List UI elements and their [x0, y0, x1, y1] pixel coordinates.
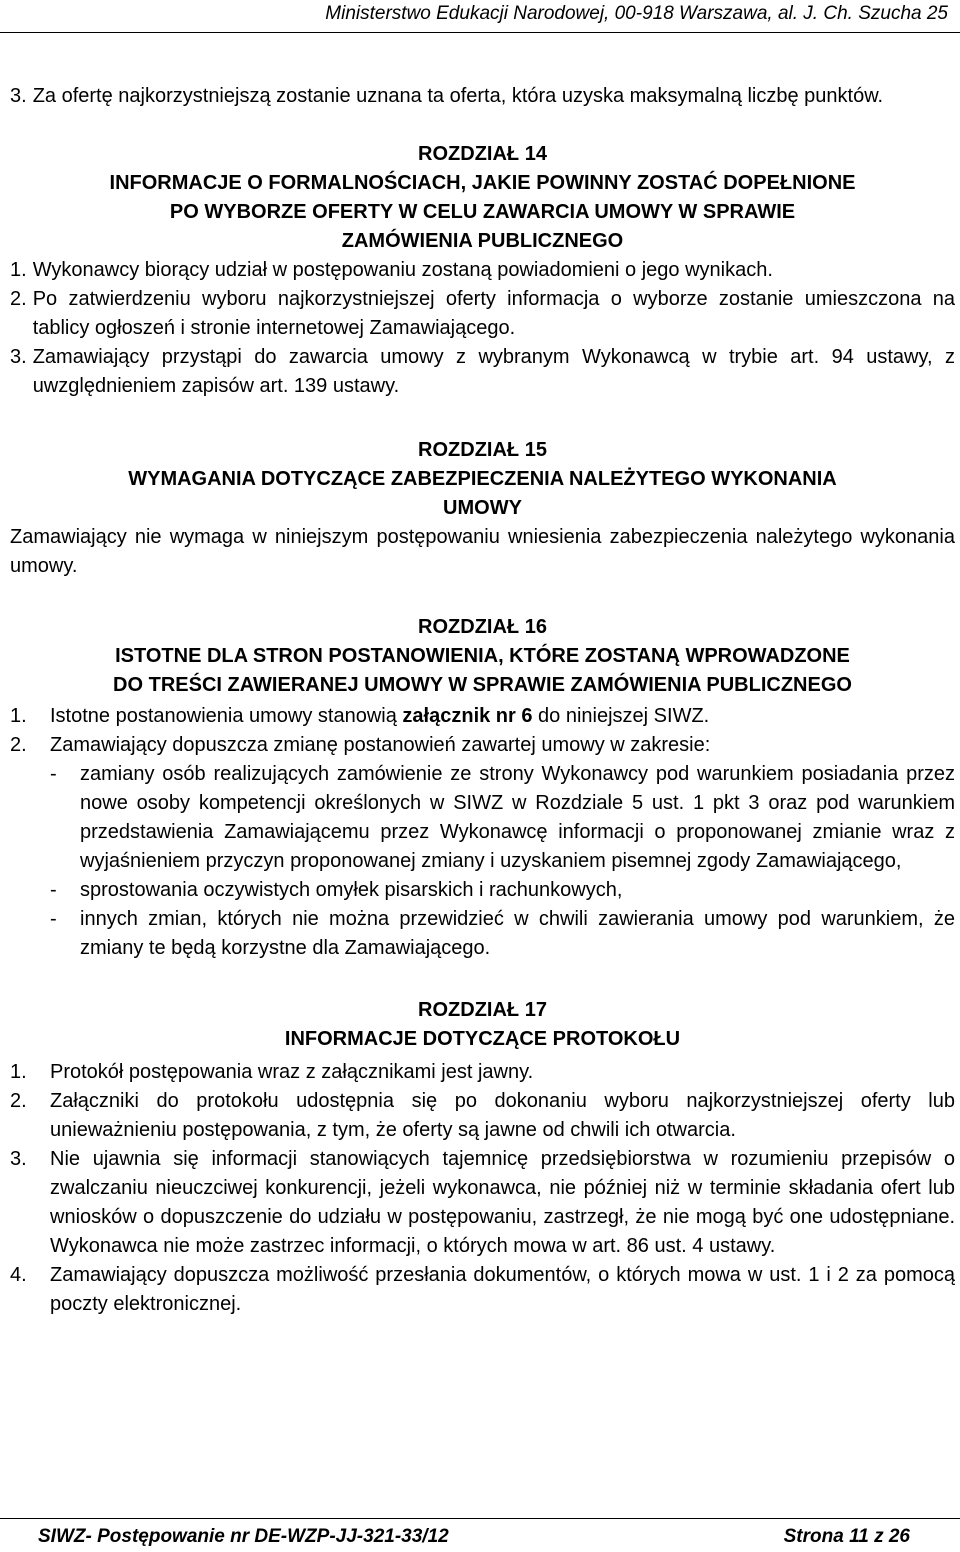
ch17-item-2	[10, 1087, 955, 1145]
ch14-item-3	[10, 343, 955, 401]
chapter-16-subtitle-line-2: DO TREŚCI ZAWIERANEJ UMOWY W SPRAWIE ZAMÓWIENIA PUBLICZNEGO	[113, 674, 852, 696]
item-text: Protokół postępowania wraz z załącznikami jest jawny.	[50, 1061, 534, 1083]
dash-marker: -	[50, 763, 57, 785]
chapter-15-body: Zamawiający nie wymaga w niniejszym postępowaniu wniesienia zabezpieczenia należytego wykonania umowy.	[10, 526, 955, 577]
chapter-14-subtitle-line-3: ZAMÓWIENIA PUBLICZNEGO	[341, 230, 624, 252]
item-text: Po zatwierdzeniu wyboru najkorzystniejszej oferty informacja o wyborze zostanie umieszczona na tablicy ogłoszeń i stronie internetowej Zamawiającego.	[32, 288, 955, 339]
footer-divider	[0, 1518, 960, 1519]
document-body	[10, 82, 955, 1319]
item-number: 3.	[10, 85, 27, 107]
page-header	[0, 0, 960, 33]
ch17-item-3	[10, 1145, 955, 1261]
item-text: Zamawiający dopuszcza możliwość przesłania dokumentów, o których mowa w ust. 1 i 2 za pomocą poczty elektronicznej.	[50, 1264, 955, 1315]
item-number: 2.	[10, 734, 27, 756]
ch16-item-2	[10, 731, 955, 760]
dash-marker: -	[50, 879, 57, 901]
chapter-17-subtitle: INFORMACJE DOTYCZĄCE PROTOKOŁU	[284, 1028, 681, 1050]
chapter-15-title: ROZDZIAŁ 15	[418, 439, 547, 461]
item-text: Za ofertę najkorzystniejszą zostanie uznana ta oferta, która uzyska maksymalną liczbę punktów.	[32, 85, 884, 107]
ch16-dash-item-2	[10, 876, 955, 905]
ch17-item-1	[10, 1058, 955, 1087]
footer-reference: SIWZ- Postępowanie nr DE-WZP-JJ-321-33/12	[38, 1526, 449, 1547]
ch16-dash-item-1	[10, 760, 955, 876]
item-number: 2.	[10, 1090, 27, 1112]
item-number: 1.	[10, 1061, 27, 1083]
header-text: Ministerstwo Edukacji Narodowej, 00-918 Warszawa, al. J. Ch. Szucha 25	[325, 3, 948, 24]
page-number: Strona 11 z 26	[783, 1526, 910, 1547]
ch14-item-2	[10, 285, 955, 343]
chapter-15-subtitle-line-1: WYMAGANIA DOTYCZĄCE ZABEZPIECZENIA NALEŻYTEGO WYKONANIA	[128, 468, 837, 490]
dash-text: zamiany osób realizujących zamówienie ze strony Wykonawcy pod warunkiem posiadania przez nowe osoby kompetencji określonych w SIWZ w Rozdziale 5 ust. 1 pkt 3 oraz pod warunkiem przedstawienia Zamawiającemu przez Wykonawcę informacji o proponowanej zmianie wraz z wyjaśnieniem przyczyn proponowanej zmiany i uzyskaniem pisemnej zgody Zamawiającego,	[80, 763, 955, 872]
item-text: Zamawiający przystąpi do zawarcia umowy z wybranym Wykonawcą w trybie art. 94 ustawy, z uwzględnieniem zapisów art. 139 ustawy.	[32, 346, 955, 397]
item-text: Załączniki do protokołu udostępnia się po dokonaniu wyboru najkorzystniejszej oferty lub unieważnieniu postępowania, z tym, że oferty są jawne od chwili ich otwarcia.	[50, 1090, 955, 1141]
intro-item-3	[10, 82, 955, 111]
dash-marker: -	[50, 908, 57, 930]
item-number: 1.	[10, 705, 27, 727]
item-number: 4.	[10, 1264, 27, 1286]
dash-text: sprostowania oczywistych omyłek pisarskich i rachunkowych,	[80, 879, 623, 901]
item-text	[50, 702, 955, 731]
chapter-14-title: ROZDZIAŁ 14	[418, 143, 547, 165]
chapter-14-subtitle-line-2: PO WYBORZE OFERTY W CELU ZAWARCIA UMOWY W SPRAWIE	[169, 201, 796, 223]
item-text-post: do niniejszej SIWZ.	[532, 705, 710, 727]
chapter-17-title: ROZDZIAŁ 17	[418, 999, 547, 1021]
item-text-pre: Istotne postanowienia umowy stanowią	[50, 705, 403, 727]
ch14-item-1	[10, 256, 955, 285]
item-number: 3.	[10, 346, 27, 368]
attachment-reference: załącznik nr 6	[402, 705, 533, 727]
ch17-item-4	[10, 1261, 955, 1319]
item-number: 1.	[10, 259, 27, 281]
item-number: 3.	[10, 1148, 27, 1170]
chapter-16-subtitle-line-1: ISTOTNE DLA STRON POSTANOWIENIA, KTÓRE ZOSTANĄ WPROWADZONE	[115, 645, 850, 667]
ch16-item-1	[10, 702, 955, 731]
chapter-16-title: ROZDZIAŁ 16	[418, 616, 547, 638]
item-text: Zamawiający dopuszcza zmianę postanowień zawartej umowy w zakresie:	[50, 734, 711, 756]
chapter-14-subtitle-line-1: INFORMACJE O FORMALNOŚCIACH, JAKIE POWINNY ZOSTAĆ DOPEŁNIONE	[109, 172, 856, 194]
dash-text: innych zmian, których nie można przewidzieć w chwili zawierania umowy pod warunkiem, że zmiany te będą korzystne dla Zamawiającego.	[80, 908, 955, 959]
item-text: Wykonawcy biorący udział w postępowaniu zostaną powiadomieni o jego wynikach.	[32, 259, 773, 281]
ch16-dash-item-3	[10, 905, 955, 963]
item-number: 2.	[10, 288, 27, 310]
chapter-15-subtitle-line-2: UMOWY	[443, 497, 522, 519]
item-text: Nie ujawnia się informacji stanowiących tajemnicę przedsiębiorstwa w rozumieniu przepisów o zwalczaniu nieuczciwej konkurencji, jeżeli wykonawca, nie później niż w terminie składania ofert lub wniosków o dopuszczenie do udziału w postępowaniu, zastrzegł, że nie mogą być one udostępniane. Wykonawca nie może zastrzec informacji, o których mowa w art. 86 ust. 4 ustawy.	[50, 1148, 955, 1257]
